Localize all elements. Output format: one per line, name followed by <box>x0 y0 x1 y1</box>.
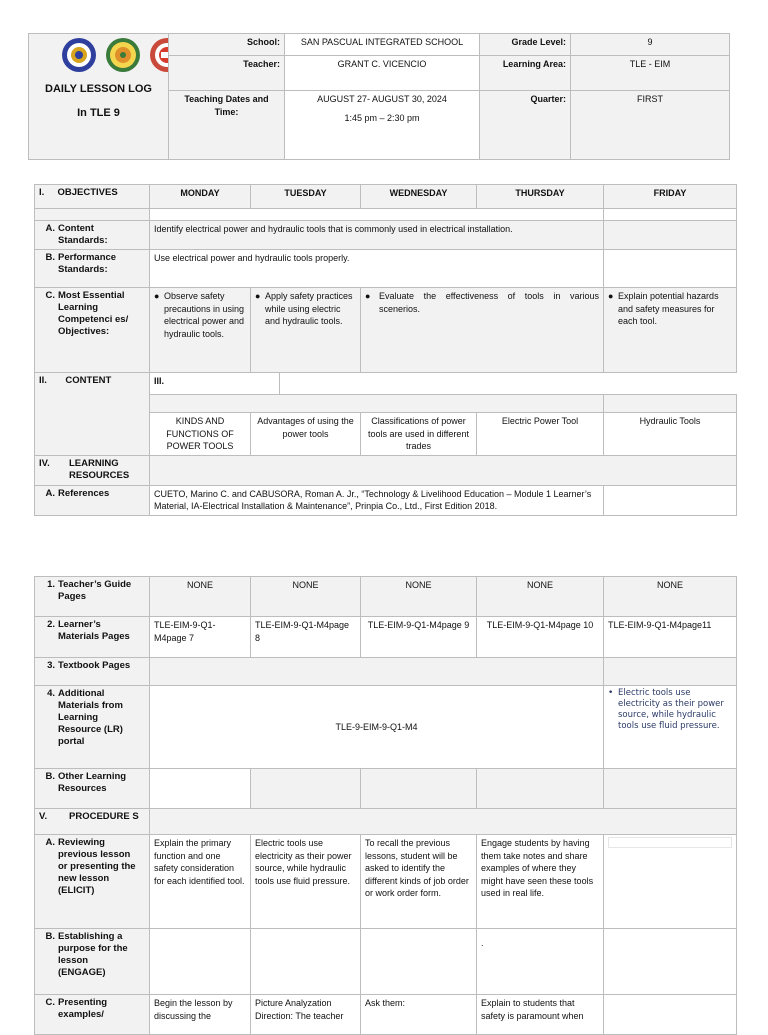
establishing-thursday: . <box>477 929 604 995</box>
empty-cell <box>150 455 737 485</box>
dates-label: Teaching Dates and Time: <box>169 91 285 160</box>
empty-cell <box>604 221 737 250</box>
learners-materials-label: 2. Learner’s Materials Pages <box>35 617 150 658</box>
empty-cell <box>604 485 737 515</box>
performance-standards-value: Use electrical power and hydraulic tools properly. <box>150 250 604 288</box>
tuesday-header: TUESDAY <box>251 185 361 209</box>
competencies-label: C. Most Essential Learning Competenci es/ Objectives: <box>35 288 150 373</box>
content-monday: KINDS AND FUNCTIONS OF POWER TOOLS <box>150 413 251 456</box>
content-tuesday: Advantages of using the power tools <box>251 413 361 456</box>
empty-cell <box>150 769 251 809</box>
content-thursday: Electric Power Tool <box>477 413 604 456</box>
lm-friday: TLE-EIM-9-Q1-M4page11 <box>604 617 737 658</box>
quarter-value: FIRST <box>571 91 730 160</box>
reviewing-lesson-label: A. Reviewing previous lesson or presenting the new lesson (ELICIT) <box>35 835 150 929</box>
reviewing-tuesday: Electric tools use electricity as their power source, while hydraulic tools use fluid pressure. <box>251 835 361 929</box>
objectives-header <box>35 185 150 209</box>
competency-tuesday: ● Apply safety practices while using electric and hydraulic tools. <box>251 288 361 373</box>
tg-thursday: NONE <box>477 577 604 617</box>
school-value: SAN PASCUAL INTEGRATED SCHOOL <box>285 34 480 56</box>
spacer-cell <box>35 209 150 221</box>
content-sub-label: III. <box>150 373 280 395</box>
log-subtitle: In TLE 9 <box>77 107 120 119</box>
section-title: OBJECTIVES <box>57 187 118 198</box>
teacher-value: GRANT C. VICENCIO <box>285 56 480 91</box>
presenting-examples-label: C. Presenting examples/ <box>35 995 150 1035</box>
header-title-cell <box>29 34 169 160</box>
lm-tuesday: TLE-EIM-9-Q1-M4page 8 <box>251 617 361 658</box>
reviewing-friday <box>604 835 737 929</box>
empty-cell <box>280 373 737 395</box>
content-standards-label: A. Content Standards: <box>35 221 150 250</box>
reviewing-wednesday: To recall the previous lessons, student will be asked to identify the different kinds of job order or work order form. <box>361 835 477 929</box>
additional-materials-label: 4. Additional Materials from Learning Resource (LR) portal <box>35 686 150 769</box>
school-label: School: <box>169 34 285 56</box>
presenting-thursday: Explain to students that safety is paramount when <box>477 995 604 1035</box>
references-value: CUETO, Marino C. and CABUSORA, Roman A. Jr., “Technology & Livelihood Education – Module 1 Learner’s Material, IA-Electrical Installation & Maintenance”, Prinpia Co., Ltd., First Edition 2018. <box>150 485 604 515</box>
empty-cell <box>150 809 737 835</box>
establishing-purpose-label: B. Establishing a purpose for the lesson (ENGAGE) <box>35 929 150 995</box>
teacher-label: Teacher: <box>169 56 285 91</box>
tg-monday: NONE <box>150 577 251 617</box>
empty-cell <box>604 395 737 413</box>
competency-monday: ● Observe safety precautions in using electrical power and hydraulic tools. <box>150 288 251 373</box>
procedures-table <box>34 576 737 1035</box>
competency-wed-thu: ● Evaluate the effectiveness of tools in various scenerios. <box>361 288 604 373</box>
content-standards-value: Identify electrical power and hydraulic tools that is commonly used in electrical installation. <box>150 221 604 250</box>
empty-cell <box>604 995 737 1035</box>
empty-cell <box>150 929 251 995</box>
empty-cell <box>477 769 604 809</box>
area-label: Learning Area: <box>480 56 571 91</box>
time-value: 1:45 pm – 2:30 pm <box>344 112 420 123</box>
wednesday-header: WEDNESDAY <box>361 185 477 209</box>
content-friday: Hydraulic Tools <box>604 413 737 456</box>
competency-friday: ● Explain potential hazards and safety measures for each tool. <box>604 288 737 373</box>
deped-seal-logo <box>61 37 97 73</box>
spacer-cell <box>604 209 737 221</box>
references-label: A. References <box>35 485 150 515</box>
lm-thursday: TLE-EIM-9-Q1-M4page 10 <box>477 617 604 658</box>
empty-cell <box>251 769 361 809</box>
tg-wednesday: NONE <box>361 577 477 617</box>
performance-standards-label: B. Performance Standards: <box>35 250 150 288</box>
empty-cell <box>604 929 737 995</box>
log-title: DAILY LESSON LOG <box>45 83 152 95</box>
spacer-cell <box>150 209 604 221</box>
textbook-pages-label: 3. Textbook Pages <box>35 658 150 686</box>
grade-value: 9 <box>571 34 730 56</box>
empty-cell <box>604 769 737 809</box>
lm-wednesday: TLE-EIM-9-Q1-M4page 9 <box>361 617 477 658</box>
other-resources-label: B. Other Learning Resources <box>35 769 150 809</box>
empty-cell <box>361 769 477 809</box>
lm-monday: TLE-EIM-9-Q1-M4page 7 <box>150 617 251 658</box>
empty-cell <box>150 658 604 686</box>
empty-cell <box>361 929 477 995</box>
area-value: TLE - EIM <box>571 56 730 91</box>
reviewing-thursday: Engage students by having them take notes and share examples of where they might have seen these tools used in real life. <box>477 835 604 929</box>
monday-header: MONDAY <box>150 185 251 209</box>
grade-label: Grade Level: <box>480 34 571 56</box>
friday-header: FRIDAY <box>604 185 737 209</box>
dates-value: AUGUST 27- AUGUST 30, 2024 <box>317 94 447 104</box>
quarter-label: Quarter: <box>480 91 571 160</box>
header-table <box>28 33 730 160</box>
presenting-monday: Begin the lesson by discussing the <box>150 995 251 1035</box>
empty-cell <box>150 395 604 413</box>
dates-cell <box>285 91 480 160</box>
presenting-tuesday: Picture Analyzation Direction: The teacher <box>251 995 361 1035</box>
section-number: I. <box>39 187 45 198</box>
empty-cell <box>604 250 737 288</box>
empty-cell <box>604 658 737 686</box>
tg-friday: NONE <box>604 577 737 617</box>
school-seal-logo <box>149 37 169 73</box>
thursday-header: THURSDAY <box>477 185 604 209</box>
content-wednesday: Classifications of power tools are used in different trades <box>361 413 477 456</box>
presenting-wednesday: Ask them: <box>361 995 477 1035</box>
procedures-label: V. PROCEDURE S <box>35 809 150 835</box>
content-label: II. CONTENT <box>35 373 150 456</box>
empty-cell <box>251 929 361 995</box>
reviewing-monday: Explain the primary function and one safety consideration for each identified tool. <box>150 835 251 929</box>
objectives-table <box>34 184 737 516</box>
additional-materials-value: TLE-9-EIM-9-Q1-M4 <box>150 686 604 769</box>
teachers-guide-label: 1. Teacher’s Guide Pages <box>35 577 150 617</box>
learning-resources-label: IV. LEARNING RESOURCES <box>35 455 150 485</box>
division-seal-logo <box>105 37 141 73</box>
logo-row <box>29 34 168 74</box>
additional-materials-friday: • Electric tools use electricity as their power source, while hydraulic tools use fluid pressure. <box>604 686 737 769</box>
tg-tuesday: NONE <box>251 577 361 617</box>
